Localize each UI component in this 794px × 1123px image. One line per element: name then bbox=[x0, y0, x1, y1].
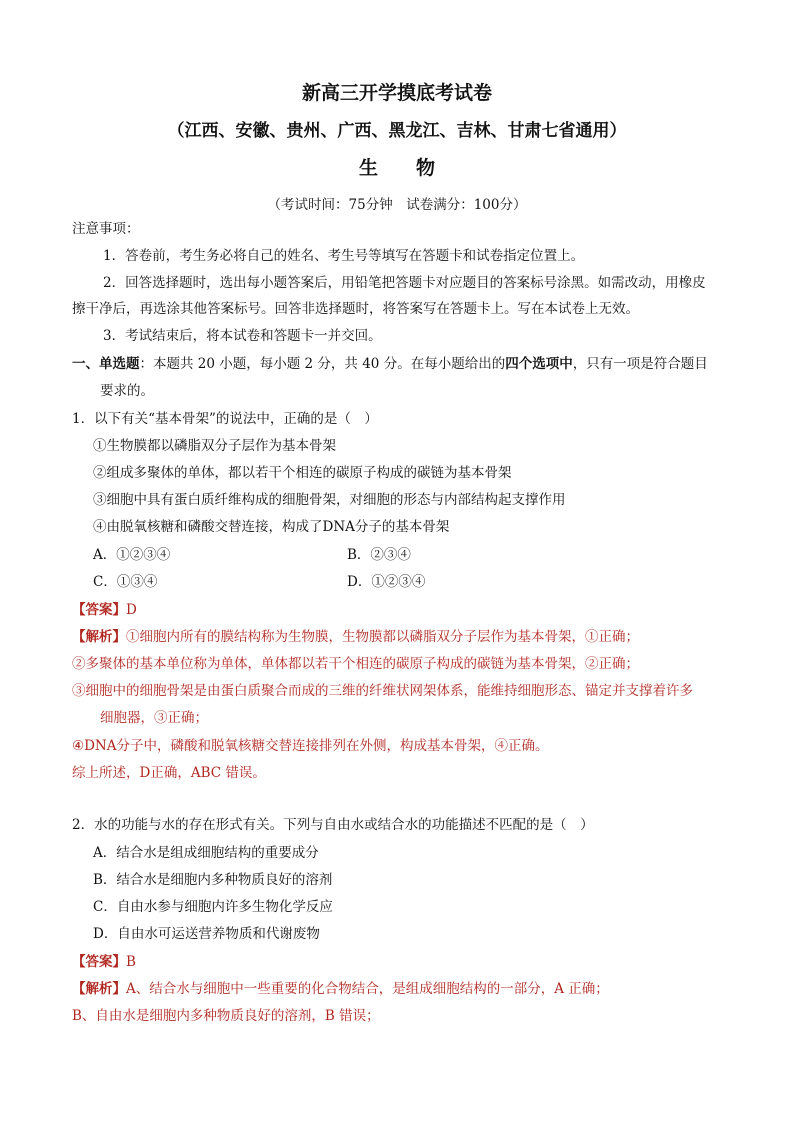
notice-item-3: 3．考试结束后，将本试卷和答题卡一并交回。 bbox=[103, 328, 382, 344]
q2-stem: 2．水的功能与水的存在形式有关。下列与自由水或结合水的功能描述不匹配的是（ ） bbox=[72, 817, 594, 833]
q1-statement-2: ②组成多聚体的单体，都以若干个相连的碳原子构成的碳链为基本骨架 bbox=[93, 465, 512, 481]
q2-analysis-text-1: A、结合水与细胞中一些重要的化合物结合，是组成细胞结构的一部分，A 正确； bbox=[126, 981, 609, 997]
q2-analysis-1 bbox=[72, 980, 609, 998]
section-desc-line2: 要求的。 bbox=[100, 383, 154, 399]
q2-option-b: B．结合水是细胞内多种物质良好的溶剂 bbox=[93, 872, 333, 888]
q1-option-a: A．①②③④ bbox=[93, 547, 171, 563]
q1-analysis-2: ②多聚体的基本单位称为单体，单体都以若干个相连的碳原子构成的碳链为基本骨架，②正确； bbox=[72, 656, 639, 672]
notice-heading: 注意事项： bbox=[72, 221, 140, 237]
q2-answer-label: 【答案】 bbox=[72, 954, 126, 970]
q2-option-a: A．结合水是组成细胞结构的重要成分 bbox=[93, 845, 319, 861]
q1-statement-3: ③细胞中具有蛋白质纤维构成的细胞骨架，对细胞的形态与内部结构起支撑作用 bbox=[93, 492, 566, 508]
q1-statement-4: ④由脱氧核糖和磷酸交替连接，构成了DNA分子的基本骨架 bbox=[93, 519, 450, 535]
notice-item-1: 1．答卷前，考生务必将自己的姓名、考生号等填写在答题卡和试卷指定位置上。 bbox=[103, 248, 585, 264]
section-heading bbox=[72, 355, 708, 373]
q1-analysis-3-cont: 细胞器，③正确； bbox=[100, 710, 208, 726]
notice-item-2-cont: 擦干净后，再选涂其他答案标号。回答非选择题时，将答案写在答题卡上。写在本试卷上无效。 bbox=[72, 301, 639, 317]
q1-summary: 综上所述，D正确，ABC 错误。 bbox=[72, 765, 266, 781]
q2-answer bbox=[72, 953, 136, 971]
q2-option-c: C．自由水参与细胞内许多生物化学反应 bbox=[93, 899, 333, 915]
q1-analysis-4: ④DNA分子中，磷酸和脱氧核糖交替连接排列在外侧，构成基本骨架，④正确。 bbox=[72, 738, 549, 754]
q2-answer-value: B bbox=[126, 954, 136, 970]
q1-option-d: D．①②③④ bbox=[347, 574, 426, 590]
section-desc-2: ，只有一项是符合题目 bbox=[572, 356, 708, 372]
q2-analysis-label: 【解析】 bbox=[72, 981, 126, 997]
q1-stem: 1．以下有关“基本骨架”的说法中，正确的是（ ） bbox=[72, 411, 378, 427]
q2-option-d: D．自由水可运送营养物质和代谢废物 bbox=[93, 926, 320, 942]
q1-option-b: B．②③④ bbox=[347, 547, 411, 563]
q1-answer bbox=[72, 601, 137, 619]
q1-analysis-text-1: ①细胞内所有的膜结构称为生物膜，生物膜都以磷脂双分子层作为基本骨架，①正确； bbox=[126, 629, 639, 645]
subject-title: 生 物 bbox=[358, 157, 435, 179]
section-desc-emph: 四个选项中 bbox=[505, 356, 573, 372]
q1-analysis-1 bbox=[72, 628, 639, 646]
q1-analysis-3: ③细胞中的细胞骨架是由蛋白质聚合而成的三维的纤维状网架体系，能维持细胞形态、锚定并支撑着许多 bbox=[72, 683, 693, 699]
exam-title: 新高三开学摸底考试卷 bbox=[301, 82, 492, 104]
q1-statement-1: ①生物膜都以磷脂双分子层作为基本骨架 bbox=[93, 438, 336, 454]
exam-info: （考试时间：75分钟 试卷满分：100分） bbox=[267, 197, 527, 213]
q2-analysis-2: B、自由水是细胞内多种物质良好的溶剂，B 错误； bbox=[72, 1008, 380, 1024]
notice-item-2: 2．回答选择题时，选出每小题答案后，用铅笔把答题卡对应题目的答案标号涂黑。如需改动，用橡皮 bbox=[103, 275, 706, 291]
q1-answer-value: D bbox=[126, 602, 137, 618]
section-desc-1: ：本题共 20 小题，每小题 2 分，共 40 分。在每小题给出的 bbox=[139, 356, 506, 372]
q1-option-c: C．①③④ bbox=[93, 574, 158, 590]
q1-answer-label: 【答案】 bbox=[72, 602, 126, 618]
section-label: 一、单选题 bbox=[72, 356, 140, 372]
exam-subtitle: （江西、安徽、贵州、广西、黑龙江、吉林、甘肃七省通用） bbox=[167, 121, 627, 141]
q1-analysis-label: 【解析】 bbox=[72, 629, 126, 645]
